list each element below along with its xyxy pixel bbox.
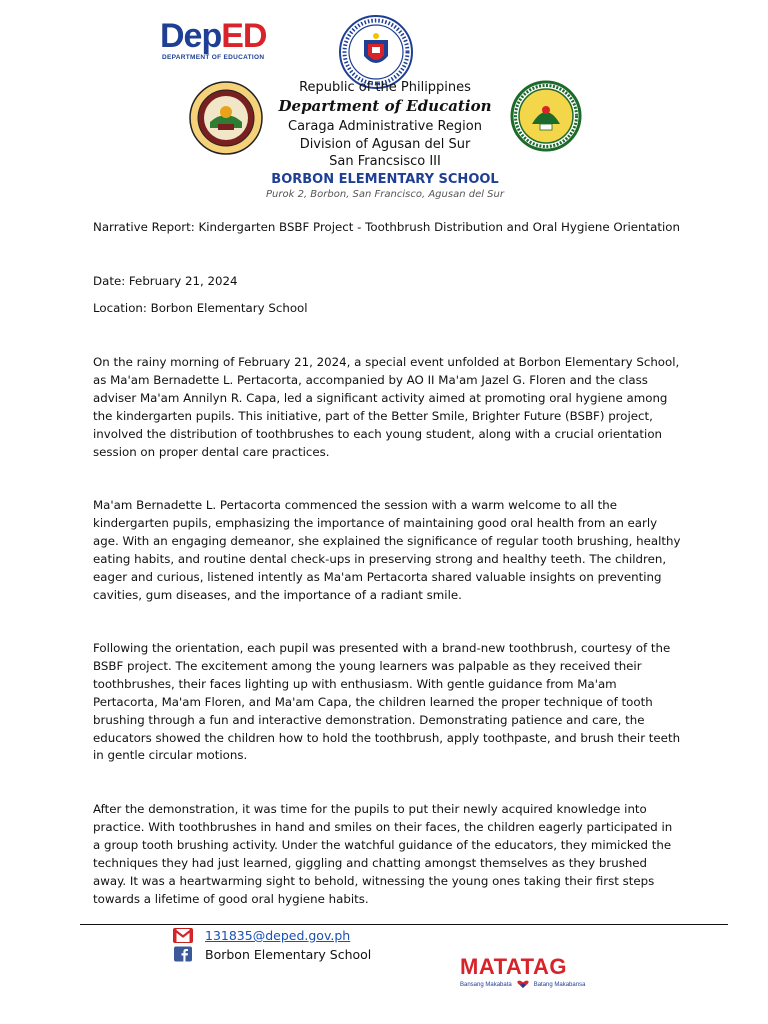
facebook-icon <box>173 946 193 962</box>
district-line: San Francsisco III <box>329 154 441 169</box>
gmail-icon <box>173 928 193 943</box>
region-line: Caraga Administrative Region <box>288 119 482 134</box>
heart-hands-icon <box>516 980 530 989</box>
paragraph-3-text: Following the orientation, each pupil was presented with a brand-new toothbrush, courtesy of the BSBF project. The excitement among the young learners was palpable as they received their toothbrushes, their faces lighting up with enthusiasm. With gentle guidance from Ma'am Pertacorta, Ma'am Floren, and Ma'am Capa, the children learned the proper technique of tooth brushing through a fun and interactive demonstration. Demonstrating patience and care, the educators showed the children how to hold the toothbrush, apply toothpaste, and brush their teeth in gentle circular motions. <box>93 641 681 763</box>
paragraph-4 <box>93 801 683 908</box>
matatag-logo <box>460 955 600 995</box>
paragraph-4-text: After the demonstration, it was time for the pupils to put their newly acquired knowledge into practice. With toothbrushes in hand and smiles on their faces, the children eagerly participated in a group tooth brushing activity. Under the watchful guidance of the educators, they mimicked the techniques they had just learned, giggling and chatting amongst themselves as they brushed away. It was a heartwarming sight to behold, witnessing the young ones taking their first steps towards a lifetime of good oral hygiene habits. <box>93 802 673 906</box>
department-line: Department of Education <box>278 97 492 115</box>
report-date: Date: February 21, 2024 <box>93 274 238 288</box>
report-location: Location: Borbon Elementary School <box>93 301 308 315</box>
paragraph-2 <box>93 497 683 604</box>
footer-facebook-row <box>173 946 371 962</box>
deped-logo-word: DepED <box>160 17 267 55</box>
footer-divider <box>80 924 728 925</box>
paragraph-1 <box>93 354 683 461</box>
school-name: BORBON ELEMENTARY SCHOOL <box>271 172 499 187</box>
matatag-right-tag: Batang Makabansa <box>533 981 586 988</box>
matatag-word: MATATAG <box>460 954 567 979</box>
school-address: Purok 2, Borbon, San Francisco, Agusan del Sur <box>266 189 504 200</box>
deped-seal-icon <box>338 14 414 90</box>
paragraph-3 <box>93 640 683 765</box>
report-title: Narrative Report: Kindergarten BSBF Project - Toothbrush Distribution and Oral Hygiene Orientation <box>93 220 680 234</box>
deped-logo <box>160 18 280 68</box>
matatag-tagline <box>460 980 600 989</box>
facebook-page-label[interactable]: Borbon Elementary School <box>205 946 372 962</box>
email-link[interactable]: 131835@deped.gov.ph <box>205 928 351 943</box>
paragraph-2-text: Ma'am Bernadette L. Pertacorta commenced the session with a warm welcome to all the kindergarten pupils, emphasizing the importance of maintaining good oral health from an early age. With an engaging demeanor, she explained the significance of regular tooth brushing, healthy eating habits, and routine dental check-ups in preserving strong and healthy teeth. The children, eager and curious, listened intently as Ma'am Pertacorta shared valuable insights on preventing cavities, gum diseases, and the importance of a radiant smile. <box>93 498 681 602</box>
division-line: Division of Agusan del Sur <box>299 137 471 152</box>
paragraph-1-text: On the rainy morning of February 21, 2024, a special event unfolded at Borbon Elementary School, as Ma'am Bernadette L. Pertacorta, accompanied by AO II Ma'am Jazel G. Floren and the class adviser Ma'am Annilyn R. Capa, led a significant activity aimed at promoting oral hygiene among the kindergarten pupils. This initiative, part of the Better Smile, Brighter Future (BSBF) project, involved the distribution of toothbrushes to each young student, along with a crucial orientation session on proper dental care practices. <box>93 355 680 459</box>
deped-logo-subtitle: DEPARTMENT OF EDUCATION <box>162 54 265 61</box>
republic-line: Republic of the Philippines <box>299 80 471 95</box>
footer-email-row <box>173 928 350 943</box>
matatag-left-tag: Bansang Makabata <box>460 981 512 988</box>
